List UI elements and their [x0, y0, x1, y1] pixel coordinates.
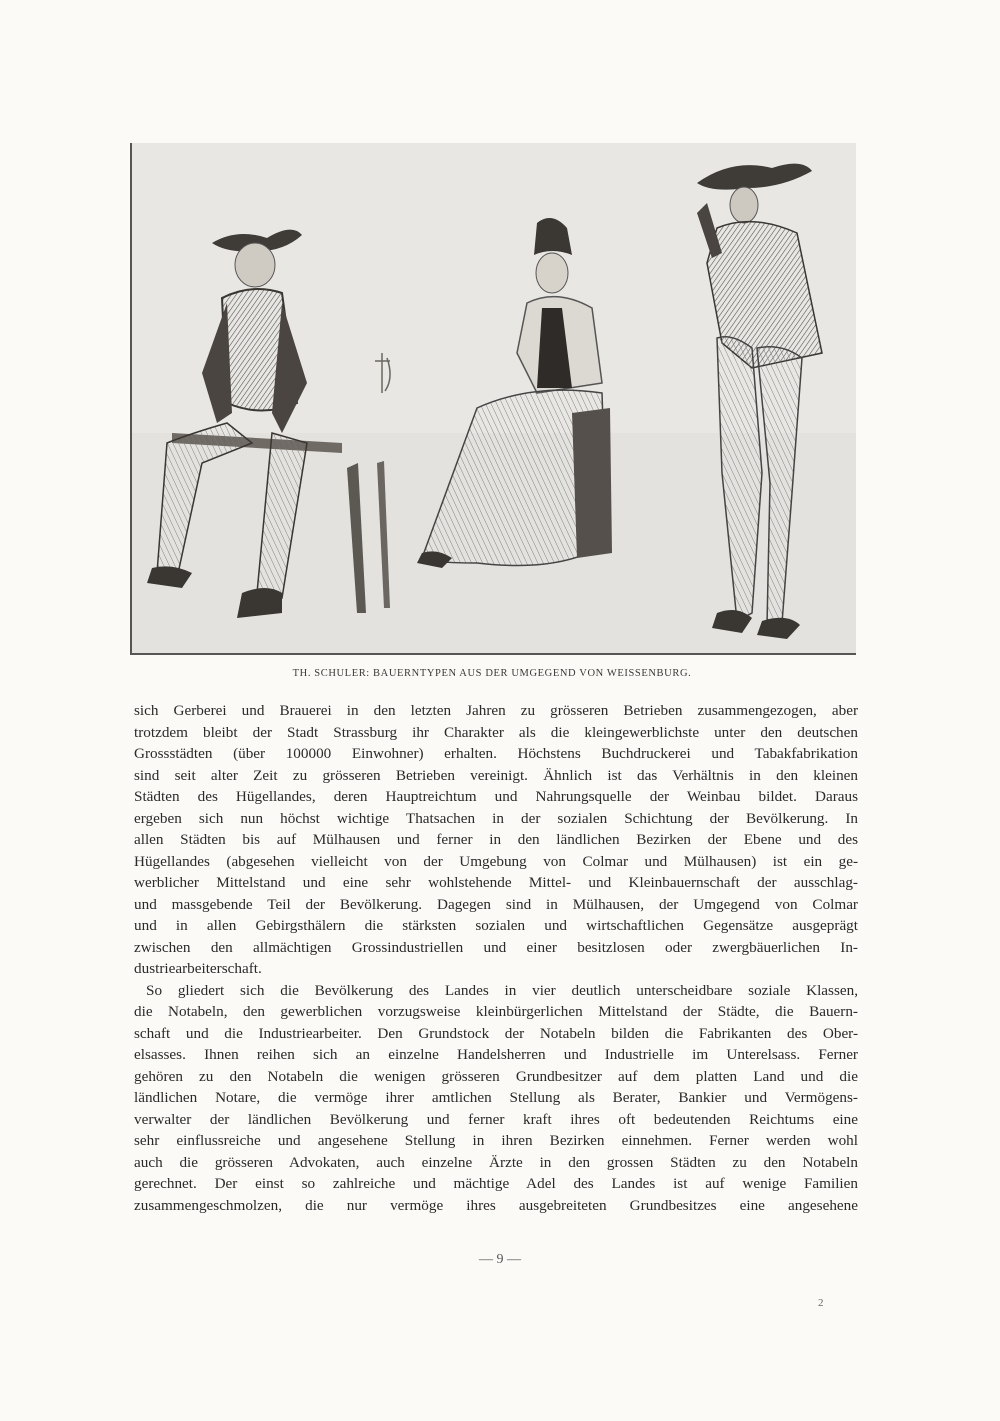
text-line: und in allen Gebirgsthälern die stärksten sozialen und wirtschaftlichen Gegensätze ausgeprägt [134, 917, 858, 934]
text-line: zusammengeschmolzen, die nur vermöge ihres ausgebreiteten Grundbesitzes eine angesehene [134, 1196, 858, 1214]
body-text [134, 700, 858, 1216]
text-line: dustriearbeiterschaft. [134, 960, 262, 977]
text-line: auch die grösseren Advokaten, auch einzelne Ärzte in den grossen Städten zu den Notabeln [134, 1153, 858, 1171]
text-line: Grossstädten (über 100000 Einwohner) erhalten. Höchstens Buchdruckerei und Tabakfabrikation [134, 745, 858, 762]
text-line: zwischen den allmächtigen Grossindustriellen und einer besitzlosen oder zwergbäuerlichen In- [134, 938, 858, 956]
text-line: gehören zu den Notabeln die wenigen grösseren Grundbesitzer auf dem platten Land und die [134, 1067, 858, 1085]
paragraph [134, 700, 858, 980]
plate-caption: TH. SCHULER: BAUERNTYPEN AUS DER UMGEGEND VON WEISSENBURG. [292, 668, 692, 679]
illustration-plate [130, 143, 856, 655]
text-line: die Notabeln, den gewerblichen vorzugsweise kleinbürgerlichen Mittelstand der Städte, die Bauern- [134, 1003, 858, 1020]
text-line: werblicher Mittelstand und eine sehr wohlstehende Mittel- und Kleinbauernschaft der ausschlag- [134, 874, 858, 891]
text-line: sich Gerberei und Brauerei in den letzten Jahren zu grösseren Betrieben zusammengezogen, aber [134, 702, 858, 719]
text-line: sehr einflussreiche und angesehene Stellung in ihren Bezirken einnehmen. Ferner werden wohl [134, 1132, 858, 1149]
drawing-three-peasants [132, 143, 856, 653]
text-line: gerechnet. Der einst so zahlreiche und mächtige Adel des Landes ist auf wenige Familien [134, 1175, 858, 1192]
signature-mark: 2 [818, 1297, 824, 1309]
text-line: allen Städten bis auf Mülhausen und ferner in den ländlichen Bezirken der Ebene und des [134, 831, 858, 848]
text-line: Städten des Hügellandes, deren Hauptreichtum und Nahrungsquelle der Weinbau bildet. Daraus [134, 788, 858, 805]
text-line: und massgebende Teil der Bevölkerung. Dagegen sind in Mülhausen, der Umgegend von Colmar [134, 895, 858, 913]
text-line: So gliedert sich die Bevölkerung des Landes in vier deutlich unterscheidbare soziale Klassen, [146, 981, 858, 999]
text-line: trotzdem bleibt der Stadt Strassburg ihr Charakter als die kleingewerblichste unter den deutschen [134, 723, 858, 741]
text-line: ländlichen Notare, die vermöge ihrer amtlichen Stellung als Berater, Bankier und Vermögens- [134, 1089, 858, 1106]
page-number: — 9 — [479, 1252, 521, 1267]
text-line: elsasses. Ihnen reihen sich an einzelne Handelsherren und Industrielle im Unterelsass. Ferner [134, 1046, 858, 1063]
text-line: schaft und die Industriearbeiter. Den Grundstock der Notabeln bilden die Fabrikanten des Ober- [134, 1024, 858, 1042]
paragraph [134, 980, 858, 1217]
text-line: Hügellandes (abgesehen vielleicht von der Umgebung von Colmar und Mülhausen) ist ein ge- [134, 852, 858, 870]
text-line: ergeben sich nun höchst wichtige Thatsachen in der sozialen Schichtung der Bevölkerung. In [134, 809, 858, 827]
text-line: sind seit alter Zeit zu grösseren Betrieben vereinigt. Ähnlich ist das Verhältnis in den kleinen [134, 766, 858, 784]
text-line: verwalter der ländlichen Bevölkerung und ferner kraft ihres oft bedeutenden Reichtums eine [134, 1110, 858, 1128]
